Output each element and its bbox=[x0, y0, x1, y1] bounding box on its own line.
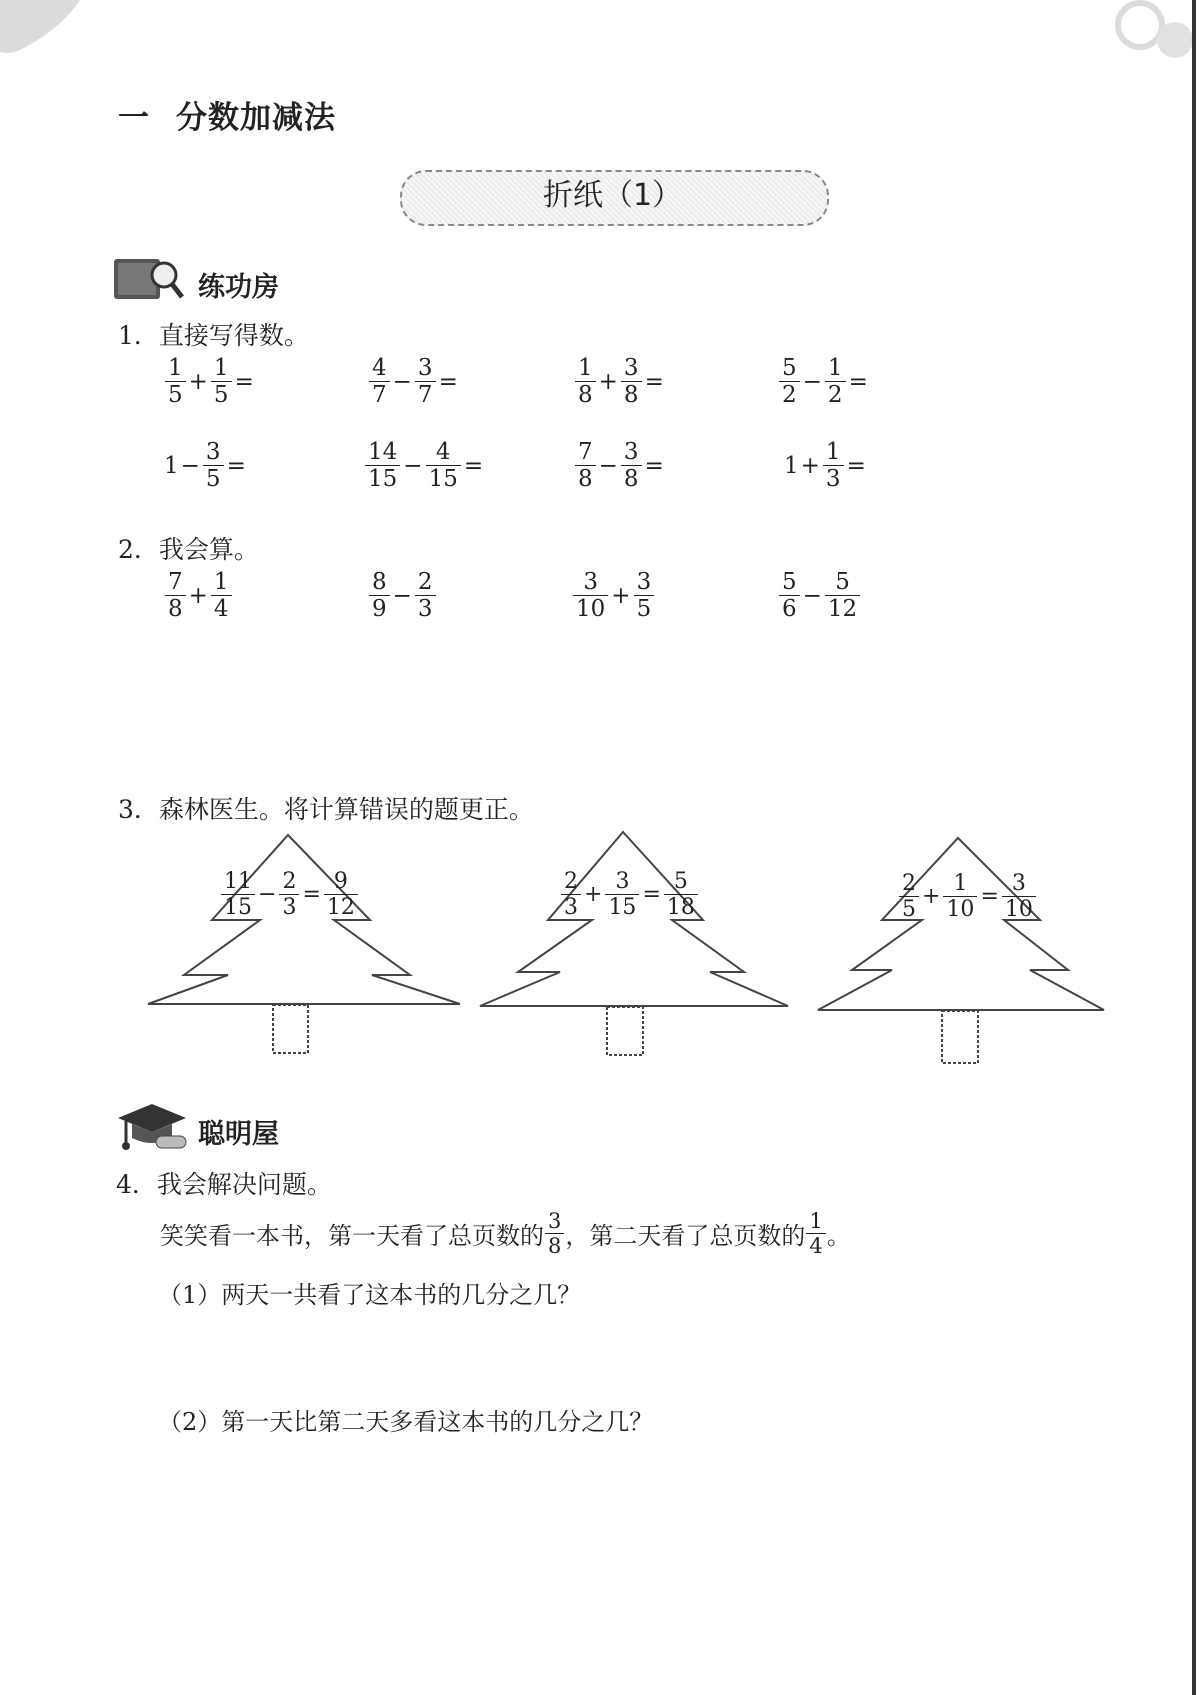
q2-expr-3: $\frac{3}{10}$ + $\frac{3}{5}$ bbox=[572, 570, 655, 621]
corner-decoration-right bbox=[1080, 0, 1200, 70]
q1-expr-3: $\frac{1}{8}$ + $\frac{3}{8}$ = bbox=[574, 356, 666, 407]
question-4-sub-1: （1）两天一共看了这本书的几分之几？ bbox=[158, 1281, 582, 1309]
magnifier-book-icon bbox=[112, 255, 187, 305]
stem-fraction-1: $\frac{3}{8}$ bbox=[545, 1210, 564, 1257]
section-smart-title: 聪明屋 bbox=[198, 1119, 279, 1150]
q1-expr-6: $\frac{14}{15}$ − $\frac{4}{15}$ = bbox=[364, 440, 485, 491]
tree-1 bbox=[148, 835, 460, 1053]
graduation-cap-icon bbox=[112, 1100, 190, 1155]
tree-drawings bbox=[0, 820, 1200, 1070]
tree-3-equation: $\frac{2}{5}$ + $\frac{1}{10}$ = $\frac{3}{10}$ bbox=[898, 872, 1037, 921]
q1-expr-2: $\frac{4}{7}$ − $\frac{3}{7}$ = bbox=[368, 356, 460, 407]
question-4-sub-2: （2）第一天比第二天多看这本书的几分之几？ bbox=[158, 1408, 654, 1436]
q1-expr-1: $\frac{1}{5}$ + $\frac{1}{5}$ = bbox=[164, 356, 256, 407]
scan-edge bbox=[1192, 0, 1196, 1695]
question-4-prompt: 4．我会解决问题。 bbox=[116, 1170, 332, 1199]
tree-1-equation: $\frac{11}{15}$ − $\frac{2}{3}$ = $\frac{9}{12}$ bbox=[220, 870, 359, 919]
q2-expr-1: $\frac{7}{8}$ + $\frac{1}{4}$ bbox=[164, 570, 233, 621]
tree-2-equation: $\frac{2}{3}$ + $\frac{3}{15}$ = $\frac{5}{18}$ bbox=[560, 870, 699, 919]
question-3-prompt: 3．森林医生。将计算错误的题更正。 bbox=[118, 795, 534, 824]
q1-expr-7: $\frac{7}{8}$ − $\frac{3}{8}$ = bbox=[574, 440, 666, 491]
section-practice-title: 练功房 bbox=[198, 272, 279, 303]
q1-expr-8: 1 + $\frac{1}{3}$ = bbox=[784, 439, 866, 493]
q1-expr-4: $\frac{5}{2}$ − $\frac{1}{2}$ = bbox=[778, 356, 870, 407]
q2-expr-4: $\frac{5}{6}$ − $\frac{5}{12}$ bbox=[778, 570, 861, 621]
question-2-prompt: 2．我会算。 bbox=[118, 535, 259, 564]
q1-expr-5: 1 − $\frac{3}{5}$ = bbox=[164, 439, 246, 493]
question-1-prompt: 1．直接写得数。 bbox=[118, 321, 309, 350]
chapter-number: 一 bbox=[118, 100, 150, 136]
q2-expr-2: $\frac{8}{9}$ − $\frac{2}{3}$ bbox=[368, 570, 437, 621]
chapter-heading bbox=[118, 92, 336, 137]
tree-2 bbox=[480, 832, 788, 1055]
stem-fraction-2: $\frac{1}{4}$ bbox=[806, 1210, 825, 1257]
lesson-title: 折纸（1） bbox=[542, 178, 683, 213]
chapter-title: 分数加减法 bbox=[176, 100, 336, 136]
corner-decoration-left bbox=[0, 0, 90, 60]
question-4-stem: 笑笑看一本书，第一天看了总页数的 $\frac{3}{8}$ ，第二天看了总页数的 $\frac{1}{4}$ 。 bbox=[160, 1209, 851, 1259]
